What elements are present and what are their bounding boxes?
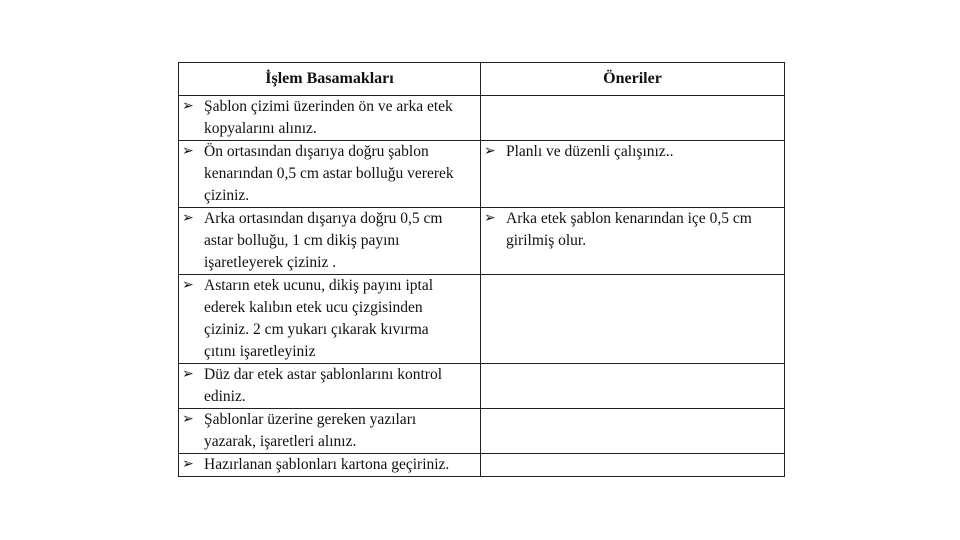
header-steps: İşlem Basamakları: [179, 63, 481, 96]
step-text: Astarın etek ucunu, dikiş payını iptal ederek kalıbın etek ucu çizgisinden çiziniz. 2 cm yukarı çıkarak kıvırma çıtını işaretleyiniz: [204, 277, 434, 360]
suggestion-cell: [481, 409, 785, 454]
step-cell: [179, 409, 481, 454]
step-text: Ön ortasından dışarıya doğru şablon kenarından 0,5 cm astar bolluğu vererek çiziniz.: [204, 143, 454, 204]
suggestion-cell: [481, 364, 785, 409]
table-row: [179, 141, 785, 208]
header-suggestions: Öneriler: [481, 63, 785, 96]
table-row: [179, 364, 785, 409]
arrow-bullet-icon: ➢: [182, 211, 194, 226]
step-text: Arka ortasından dışarıya doğru 0,5 cm astar bolluğu, 1 cm dikiş payını işaretleyerek çiziniz .: [204, 210, 443, 271]
header-row: [179, 63, 785, 96]
arrow-bullet-icon: ➢: [182, 99, 194, 114]
table-row: [179, 454, 785, 477]
arrow-bullet-icon: ➢: [182, 412, 194, 427]
step-text: Şablonlar üzerine gereken yazıları yazarak, işaretleri alınız.: [204, 411, 417, 450]
arrow-bullet-icon: ➢: [182, 144, 194, 159]
step-text: Hazırlanan şablonları kartona geçiriniz.: [204, 456, 450, 473]
step-cell: [179, 364, 481, 409]
table-row: [179, 409, 785, 454]
step-cell: [179, 141, 481, 208]
step-cell: [179, 96, 481, 141]
suggestion-cell: [481, 96, 785, 141]
suggestion-cell: [481, 454, 785, 477]
step-cell: [179, 454, 481, 477]
table-row: [179, 208, 785, 275]
process-steps-table: [178, 62, 785, 477]
arrow-bullet-icon: ➢: [182, 367, 194, 382]
suggestion-cell: [481, 275, 785, 364]
table-row: [179, 96, 785, 141]
step-text: Düz dar etek astar şablonlarını kontrol ediniz.: [204, 366, 443, 405]
suggestion-cell: [481, 141, 785, 208]
suggestion-text: Planlı ve düzenli çalışınız..: [506, 143, 674, 160]
step-cell: [179, 208, 481, 275]
arrow-bullet-icon: ➢: [484, 144, 496, 159]
arrow-bullet-icon: ➢: [484, 211, 496, 226]
step-text: Şablon çizimi üzerinden ön ve arka etek kopyalarını alınız.: [204, 98, 453, 137]
step-cell: [179, 275, 481, 364]
arrow-bullet-icon: ➢: [182, 278, 194, 293]
steps-table-container: [178, 62, 784, 477]
arrow-bullet-icon: ➢: [182, 457, 194, 472]
suggestion-cell: [481, 208, 785, 275]
table-row: [179, 275, 785, 364]
suggestion-text: Arka etek şablon kenarından içe 0,5 cm girilmiş olur.: [506, 210, 752, 249]
